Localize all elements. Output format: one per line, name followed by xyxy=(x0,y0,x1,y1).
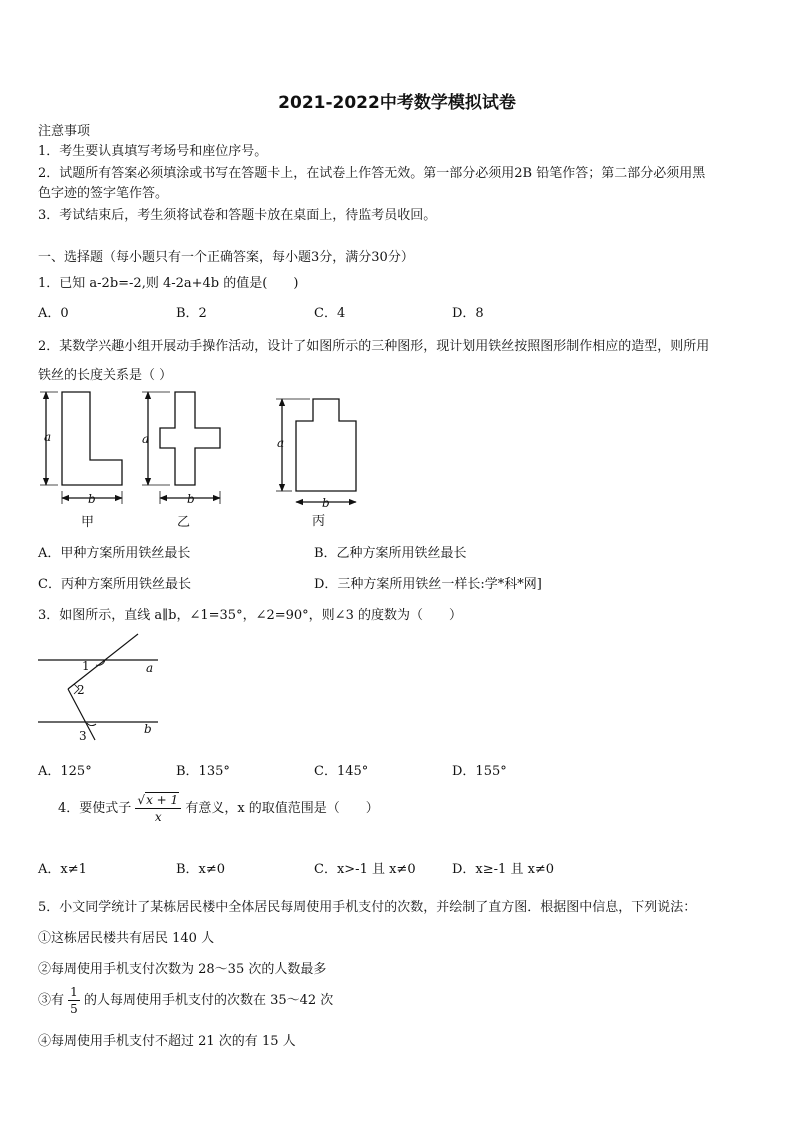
q1-stem: 1．已知 a-2b=-2,则 4-2a+4b 的值是( ) xyxy=(38,276,299,291)
page-title: 2021-2022中考数学模拟试卷 xyxy=(278,93,516,113)
q2-option-b: B．乙种方案所用铁丝最长 xyxy=(314,546,467,561)
q4-option-a: A．x≠1 xyxy=(38,862,87,877)
q5-s3-numerator: 1 xyxy=(70,985,78,999)
bing-label-a: a xyxy=(277,436,285,450)
jia-caption: 甲 xyxy=(81,515,95,530)
q1-option-c: C．4 xyxy=(314,306,346,321)
jia-label-a: a xyxy=(44,430,52,444)
q4-expression: $\frac{√x + 1}{x}$ xyxy=(135,794,181,823)
q5-s3-denominator: 5 xyxy=(70,1002,78,1016)
q4-stem xyxy=(58,794,379,823)
q2-option-a: A．甲种方案所用铁丝最长 xyxy=(38,546,191,561)
q3-option-d: D．155° xyxy=(452,764,507,779)
section-heading: 一、选择题（每小题只有一个正确答案，每小题3分，满分30分） xyxy=(38,250,414,265)
q4-denominator: x xyxy=(154,810,162,824)
note-3: 3．考试结束后，考生须将试卷和答题卡放在桌面上，待监考员收回。 xyxy=(38,208,437,223)
q1-option-a: A．0 xyxy=(38,306,69,321)
q4-option-b: B．x≠0 xyxy=(176,862,226,877)
q4-suffix: 有意义，x 的取值范围是（ ） xyxy=(185,801,379,816)
q5-s3-fraction xyxy=(68,986,80,1015)
q5-statement-3 xyxy=(38,986,333,1015)
q4-option-c: C．x>-1 且 x≠0 xyxy=(314,862,416,877)
q3-option-c: C．145° xyxy=(314,764,369,779)
q5-stem: 5．小文同学统计了某栋居民楼中全体居民每周使用手机支付的次数，并绘制了直方图．根据图中信息，下列说法： xyxy=(38,900,697,915)
q5-statement-1: ①这栋居民楼共有居民 140 人 xyxy=(38,931,215,946)
q3-figure xyxy=(30,632,170,750)
line-b-label: b xyxy=(144,722,152,736)
shape-jia xyxy=(62,392,122,485)
note-2: 2．试题所有答案必须填涂或书写在答题卡上，在试卷上作答无效。第一部分必须用2B 铅笔作答；第二部分必须用黑 xyxy=(38,166,706,181)
q3-option-a: A．125° xyxy=(38,764,92,779)
q1-option-d: D．8 xyxy=(452,306,484,321)
note-2-cont: 色字迹的签字笔作答。 xyxy=(38,186,169,201)
q1-option-b: B．2 xyxy=(176,306,207,321)
notes-heading: 注意事项 xyxy=(38,124,91,139)
bing-label-b: b xyxy=(322,496,330,510)
q5-s3-prefix: ③有 xyxy=(38,993,65,1008)
q4-radicand: x + 1 xyxy=(146,793,179,807)
jia-label-b: b xyxy=(88,492,96,506)
q5-s3-suffix: 的人每周使用手机支付的次数在 35～42 次 xyxy=(83,993,334,1008)
angle-2-label: 2 xyxy=(77,683,85,697)
shape-yi xyxy=(160,392,220,485)
q5-statement-4: ④每周使用手机支付不超过 21 次的有 15 人 xyxy=(38,1034,296,1049)
q2-option-c: C．丙种方案所用铁丝最长 xyxy=(38,577,191,592)
angle-3-label: 3 xyxy=(79,729,87,743)
q2-stem-line2: 铁丝的长度关系是（ ） xyxy=(38,368,173,383)
note-1: 1．考生要认真填写考场号和座位序号。 xyxy=(38,144,268,159)
q2-stem-line1: 2．某数学兴趣小组开展动手操作活动，设计了如图所示的三种图形，现计划用铁丝按照图形制作相应的造型，则所用 xyxy=(38,339,710,354)
q3-stem: 3．如图所示，直线 a∥b，∠1=35°，∠2=90°，则∠3 的度数为（ ） xyxy=(38,608,462,623)
yi-label-a: a xyxy=(142,432,150,446)
yi-label-b: b xyxy=(187,492,195,506)
q2-figure xyxy=(30,385,380,533)
angle-1-label: 1 xyxy=(82,659,90,673)
q3-option-b: B．135° xyxy=(176,764,230,779)
yi-caption: 乙 xyxy=(177,515,191,530)
bing-caption: 丙 xyxy=(312,514,326,529)
line-a-label: a xyxy=(146,661,154,675)
q5-statement-2: ②每周使用手机支付次数为 28～35 次的人数最多 xyxy=(38,962,327,977)
shape-bing xyxy=(296,399,356,491)
q2-option-d: D．三种方案所用铁丝一样长:学*科*网] xyxy=(314,577,542,592)
q4-prefix: 4．要使式子 xyxy=(58,801,132,816)
q4-option-d: D．x≥-1 且 x≠0 xyxy=(452,862,555,877)
